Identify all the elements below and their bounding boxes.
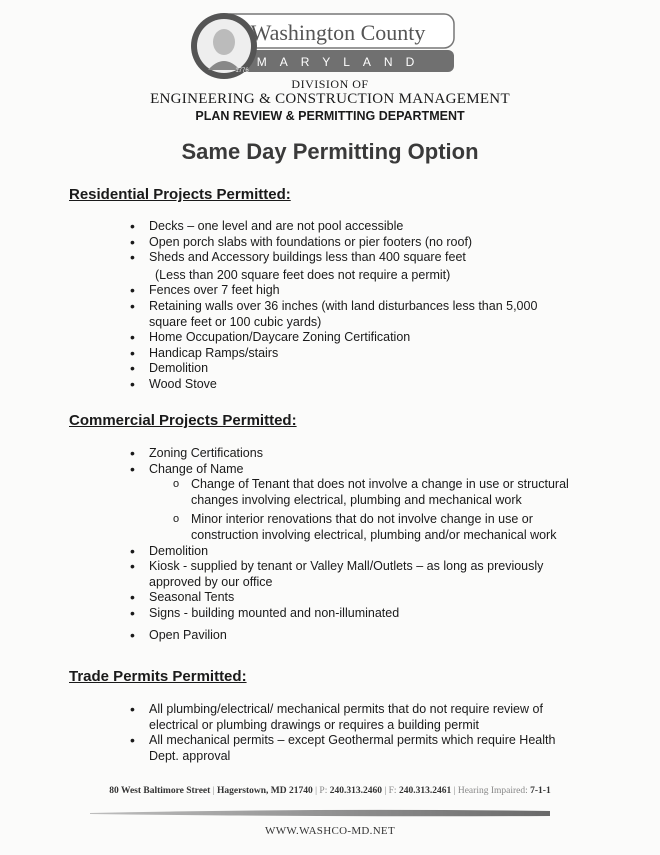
- residential-list: [130, 219, 570, 393]
- logo-state-name: MARYLAND: [256, 55, 428, 69]
- department-name: PLAN REVIEW & PERMITTING DEPARTMENT: [195, 109, 465, 123]
- footer-fax: 240.313.2461: [398, 786, 452, 796]
- residential-heading: Residential Projects Permitted:: [69, 186, 291, 203]
- division-of-label: DIVISION OF: [291, 77, 369, 91]
- list-item-label: Change of Name: [149, 461, 244, 476]
- footer-divider: [90, 808, 550, 818]
- list-item: • Handicap Ramps/stairs: [130, 346, 570, 362]
- trade-list: [130, 702, 580, 764]
- list-item: • Signs - building mounted and non-illuminated: [130, 606, 580, 622]
- list-item: • Home Occupation/Daycare Zoning Certification: [130, 330, 570, 346]
- footer-phone-label: P:: [319, 786, 328, 796]
- list-item: • Demolition: [130, 544, 580, 560]
- list-item: • Demolition: [130, 361, 570, 377]
- list-item: • Open Pavilion: [130, 628, 580, 644]
- page-title: Same Day Permitting Option: [181, 139, 479, 164]
- sub-list-item: o Change of Tenant that does not involve a change in use or structural changes involving electrical, plumbing and mechanical work: [170, 477, 580, 508]
- list-item: [130, 462, 580, 544]
- footer-street: 80 West Baltimore Street: [109, 786, 211, 796]
- footer-website: WWW.WASHCO-MD.NET: [265, 825, 395, 837]
- county-logo: [190, 10, 458, 82]
- list-item: • Zoning Certifications: [130, 446, 580, 462]
- list-item: • Decks – one level and are not pool accessible: [130, 219, 570, 235]
- logo-year: 1776: [235, 68, 249, 74]
- list-item: • Retaining walls over 36 inches (with land disturbances less than 5,000 square feet or 100 cubic yards): [130, 299, 570, 330]
- list-item: • Fences over 7 feet high: [130, 283, 570, 299]
- list-item: • Sheds and Accessory buildings less than 400 square feet: [130, 250, 570, 266]
- footer-contact: 80 West Baltimore Street | Hagerstown, MD 21740 | P: 240.313.2460 | F: 240.313.2461 | Hearing Impaired: 7-1-1: [109, 786, 551, 796]
- logo-portrait: [213, 29, 235, 55]
- list-item: • Wood Stove: [130, 377, 570, 393]
- list-item-note: (Less than 200 square feet does not require a permit): [155, 267, 451, 282]
- footer-hearing-label: Hearing Impaired:: [457, 786, 528, 796]
- footer-hearing: 7-1-1: [530, 786, 551, 796]
- list-item: • Kiosk - supplied by tenant or Valley Mall/Outlets – as long as previously approved by our office: [130, 559, 580, 590]
- logo-county-name: Washington County: [250, 20, 426, 45]
- list-item: • All mechanical permits – except Geothermal permits which require Health Dept. approval: [130, 733, 580, 764]
- trade-heading: Trade Permits Permitted:: [69, 668, 247, 685]
- list-item: • Open porch slabs with foundations or pier footers (no roof): [130, 235, 570, 251]
- footer-city: Hagerstown, MD 21740: [216, 786, 313, 796]
- list-item: • Seasonal Tents: [130, 590, 580, 606]
- division-name: ENGINEERING & CONSTRUCTION MANAGEMENT: [150, 91, 510, 107]
- list-item: • All plumbing/electrical/ mechanical permits that do not require review of electrical or plumbing drawings or requires a building permit: [130, 702, 580, 733]
- footer-phone: 240.313.2460: [329, 786, 382, 796]
- commercial-heading: Commercial Projects Permitted:: [69, 412, 297, 429]
- sub-list-item: o Minor interior renovations that do not involve change in use or construction involving electrical, plumbing and/or mechanical work: [170, 512, 580, 543]
- commercial-list: [130, 446, 580, 643]
- sub-list: [170, 477, 580, 543]
- footer-fax-label: F:: [388, 786, 397, 796]
